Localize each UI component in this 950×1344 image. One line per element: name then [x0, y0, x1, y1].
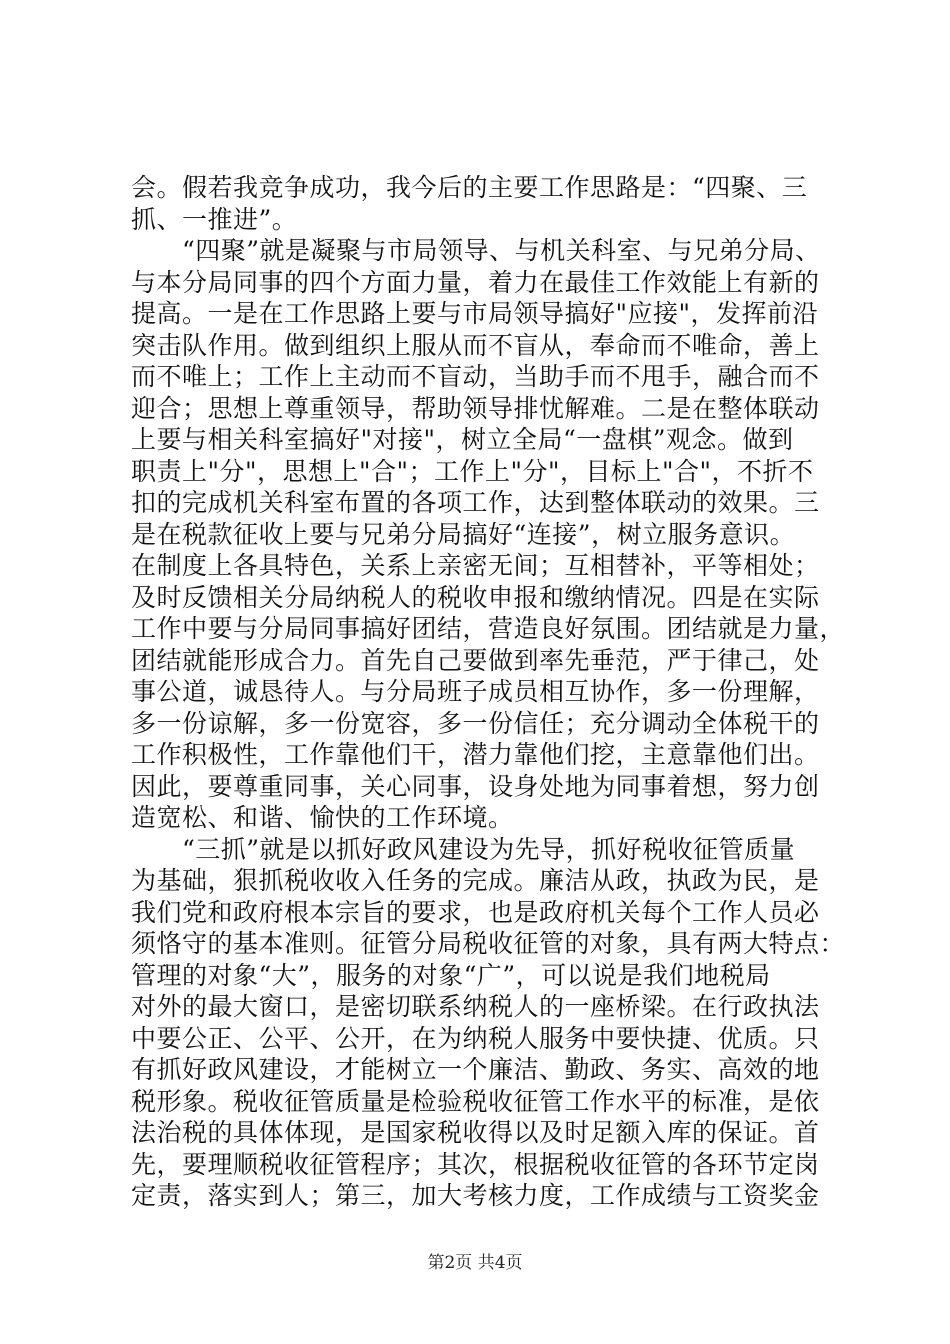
text-line: 工作中要与分局同事搞好团结，营造良好氛围。团结就是力量， [131, 614, 846, 643]
text-line: 在制度上各具特色，关系上亲密无间；互相替补，平等相处； [131, 551, 820, 580]
text-line: 迎合；思想上尊重领导，帮助领导排忧解难。二是在整体联动 [131, 393, 820, 423]
page-number-footer: 第2页 共4页 [427, 1253, 523, 1273]
document-body [131, 172, 846, 1212]
text-line: 有抓好政风建设，才能树立一个廉洁、勤政、务实、高效的地 [131, 1055, 820, 1084]
text-line: 突击队作用。做到组织上服从而不盲从，奉命而不唯命，善上 [131, 330, 820, 360]
text-line: 为基础，狠抓税收收入任务的完成。廉洁从政，执政为民，是 [131, 866, 820, 895]
text-line: 对外的最大窗口，是密切联系纳税人的一座桥梁。在行政执法 [131, 992, 820, 1021]
text-line: 造宽松、和谐、愉快的工作环境。 [131, 803, 514, 832]
text-line: 职责上"分"，思想上"合"；工作上"分"，目标上"合"，不折不 [131, 456, 814, 486]
text-line: 会。假若我竞争成功，我今后的主要工作思路是：“四聚、三 [131, 173, 808, 202]
text-line: 扣的完成机关科室布置的各项工作，达到整体联动的效果。三 [131, 488, 820, 517]
text-line: “三抓”就是以抓好政风建设为先导，抓好税收征管质量 [131, 834, 796, 864]
text-line: 提高。一是在工作思路上要与市局领导搞好"应接"，发挥前沿 [131, 299, 819, 328]
text-line: “四聚”就是凝聚与市局领导、与机关科室、与兄弟分局、 [131, 236, 821, 265]
text-line: 及时反馈相关分局纳税人的税收申报和缴纳情况。四是在实际 [131, 582, 820, 612]
text-line: 事公道，诚恳待人。与分局班子成员相互协作，多一份理解， [131, 677, 820, 706]
text-line: 先，要理顺税收征管程序；其次，根据税收征管的各环节定岗 [131, 1149, 820, 1179]
text-line: 因此，要尊重同事，关心同事，设身处地为同事着想，努力创 [131, 771, 820, 801]
text-line: 管理的对象“大”，服务的对象“广”，可以说是我们地税局 [131, 960, 771, 990]
text-line: 而不唯上；工作上主动而不盲动，当助手而不甩手，融合而不 [131, 362, 820, 391]
text-line: 抓、一推进”。 [131, 204, 298, 234]
text-line: 与本分局同事的四个方面力量，着力在最佳工作效能上有新的 [131, 267, 820, 297]
text-line: 我们党和政府根本宗旨的要求，也是政府机关每个工作人员必 [131, 897, 820, 927]
text-line: 团结就能形成合力。首先自己要做到率先垂范，严于律己，处 [131, 645, 820, 675]
text-line: 定责，落实到人；第三，加大考核力度，工作成绩与工资奖金 [131, 1181, 820, 1210]
text-line: 工作积极性，工作靠他们干，潜力靠他们挖，主意靠他们出。 [131, 740, 820, 769]
text-line: 上要与相关科室搞好"对接"，树立全局“一盘棋”观念。做到 [131, 425, 794, 454]
text-line: 税形象。税收征管质量是检验税收征管工作水平的标准，是依 [131, 1086, 820, 1116]
text-line: 中要公正、公平、公开，在为纳税人服务中要快捷、优质。只 [131, 1023, 820, 1053]
text-line: 须恪守的基本准则。征管分局税收征管的对象，具有两大特点： [131, 929, 846, 958]
text-line: 法治税的具体体现，是国家税收得以及时足额入库的保证。首 [131, 1118, 820, 1147]
text-line: 多一份谅解，多一份宽容，多一份信任；充分调动全体税干的 [131, 708, 820, 738]
text-line: 是在税款征收上要与兄弟分局搞好“连接”，树立服务意识。 [131, 519, 796, 549]
